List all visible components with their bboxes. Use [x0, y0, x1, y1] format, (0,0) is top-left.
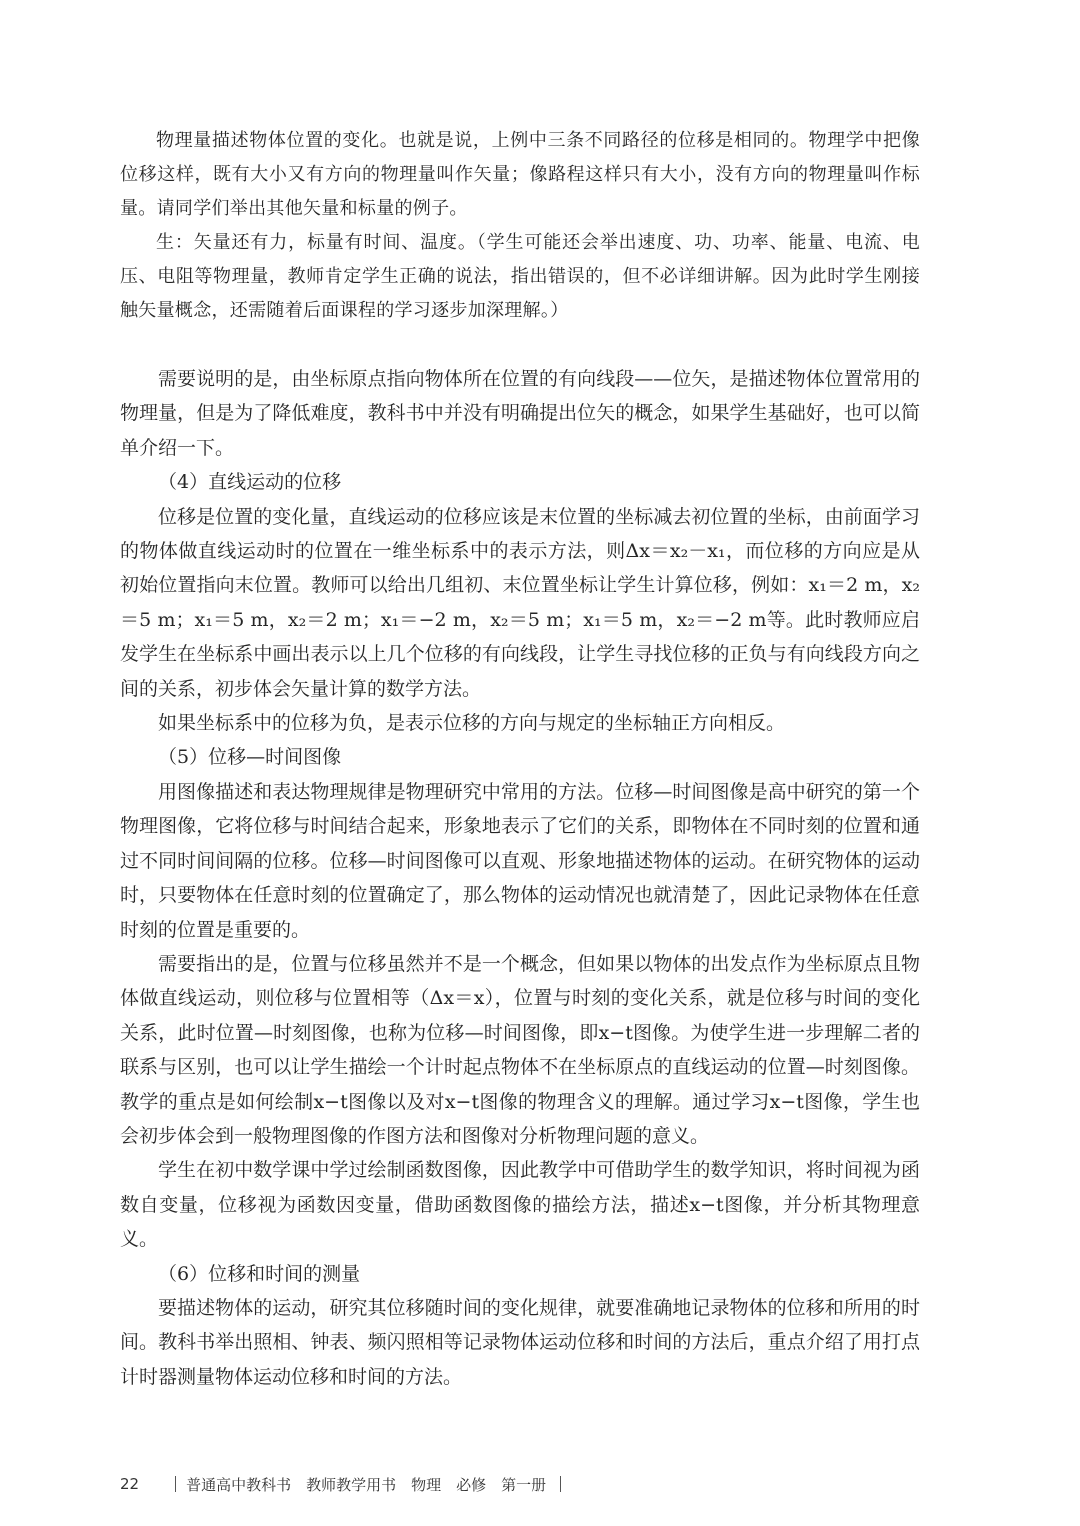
- book-title: 普通高中教科书 教师教学用书 物理 必修 第一册: [186, 1475, 547, 1494]
- subheading-displacement-time-graph: （5）位移—时间图像: [158, 746, 342, 769]
- subheading-linear-displacement: （4）直线运动的位移: [158, 471, 342, 494]
- main-text-section: [120, 362, 920, 1394]
- paragraph-displacement-definition: 位移是位置的变化量，直线运动的位移应该是末位置的坐标减去初位置的坐标，由前面学习的物体做直线运动时的位置在一维坐标系中的表示方法，则Δx＝x₂－x₁，而位移的方向应是从初始位置指向末位置。教师可以给出几组初、末位置坐标让学生计算位移，例如：x₁＝2 m，x₂＝5 m；x₁＝5 m，x₂＝2 m；x₁＝−2 m，x₂＝5 m；x₁＝5 m，x₂＝−2 m等。此时教师应启发学生在坐标系中画出表示以上几个位移的有向线段，让学生寻找位移的正负与有向线段方向之间的关系，初步体会矢量计算的数学方法。: [120, 505, 920, 700]
- paragraph-negative-displacement: 如果坐标系中的位移为负，是表示位移的方向与规定的坐标轴正方向相反。: [158, 712, 786, 735]
- student-answer-paragraph: 生：矢量还有力，标量有时间、温度。（学生可能还会举出速度、功、功率、能量、电流、电压、电阻等物理量，教师肯定学生正确的说法，指出错误的，但不必详细讲解。因为此时学生刚接触矢量概念，还需随着后面课程的学习逐步加深理解。）: [120, 232, 920, 321]
- footer-divider-left: [175, 1476, 176, 1492]
- paragraph-measurement: 要描述物体的运动，研究其位移随时间的变化规律，就要准确地记录物体的位移和所用的时间。教科书举出照相、钟表、频闪照相等记录物体运动位移和时间的方法后，重点介绍了用打点计时器测量物体运动位移和时间的方法。: [120, 1296, 920, 1388]
- teacher-paragraph: 物理量描述物体位置的变化。也就是说，上例中三条不同路径的位移是相同的。物理学中把像位移这样，既有大小又有方向的物理量叫作矢量；像路程这样只有大小，没有方向的物理量叫作标量。请同学们举出其他矢量和标量的例子。: [120, 130, 920, 219]
- paragraph-function-graph: 学生在初中数学课中学过绘制函数图像，因此教学中可借助学生的数学知识，将时间视为函数自变量，位移视为函数因变量，借助函数图像的描绘方法，描述x−t图像，并分析其物理意义。: [120, 1159, 920, 1251]
- subheading-measurement: （6）位移和时间的测量: [158, 1262, 361, 1285]
- dialogue-section: [120, 124, 920, 328]
- paragraph-position-vs-displacement: 需要指出的是，位置与位移虽然并不是一个概念，但如果以物体的出发点作为坐标原点且物体做直线运动，则位移与位置相等（Δx＝x），位置与时刻的变化关系，就是位移与时间的变化关系，此时位置—时刻图像，也称为位移—时间图像，即x−t图像。为使学生进一步理解二者的联系与区别，也可以让学生描绘一个计时起点物体不在坐标原点的直线运动的位置—时刻图像。教学的重点是如何绘制x−t图像以及对x−t图像的物理含义的理解。通过学习x−t图像，学生也会初步体会到一般物理图像的作图方法和图像对分析物理问题的意义。: [120, 952, 920, 1147]
- paragraph-graph-method: 用图像描述和表达物理规律是物理研究中常用的方法。位移—时间图像是高中研究的第一个物理图像，它将位移与时间结合起来，形象地表示了它们的关系，即物体在不同时刻的位置和通过不同时间间隔的位移。位移—时间图像可以直观、形象地描述物体的运动。在研究物体的运动时，只要物体在任意时刻的位置确定了，那么物体的运动情况也就清楚了，因此记录物体在任意时刻的位置是重要的。: [120, 780, 920, 941]
- page-number: 22: [120, 1475, 140, 1493]
- footer-divider-right: [560, 1476, 561, 1492]
- paragraph-position-vector: 需要说明的是，由坐标原点指向物体所在位置的有向线段——位矢，是描述物体位置常用的物理量，但是为了降低难度，教科书中并没有明确提出位矢的概念，如果学生基础好，也可以简单介绍一下。: [120, 368, 920, 459]
- page-footer: [120, 1470, 571, 1498]
